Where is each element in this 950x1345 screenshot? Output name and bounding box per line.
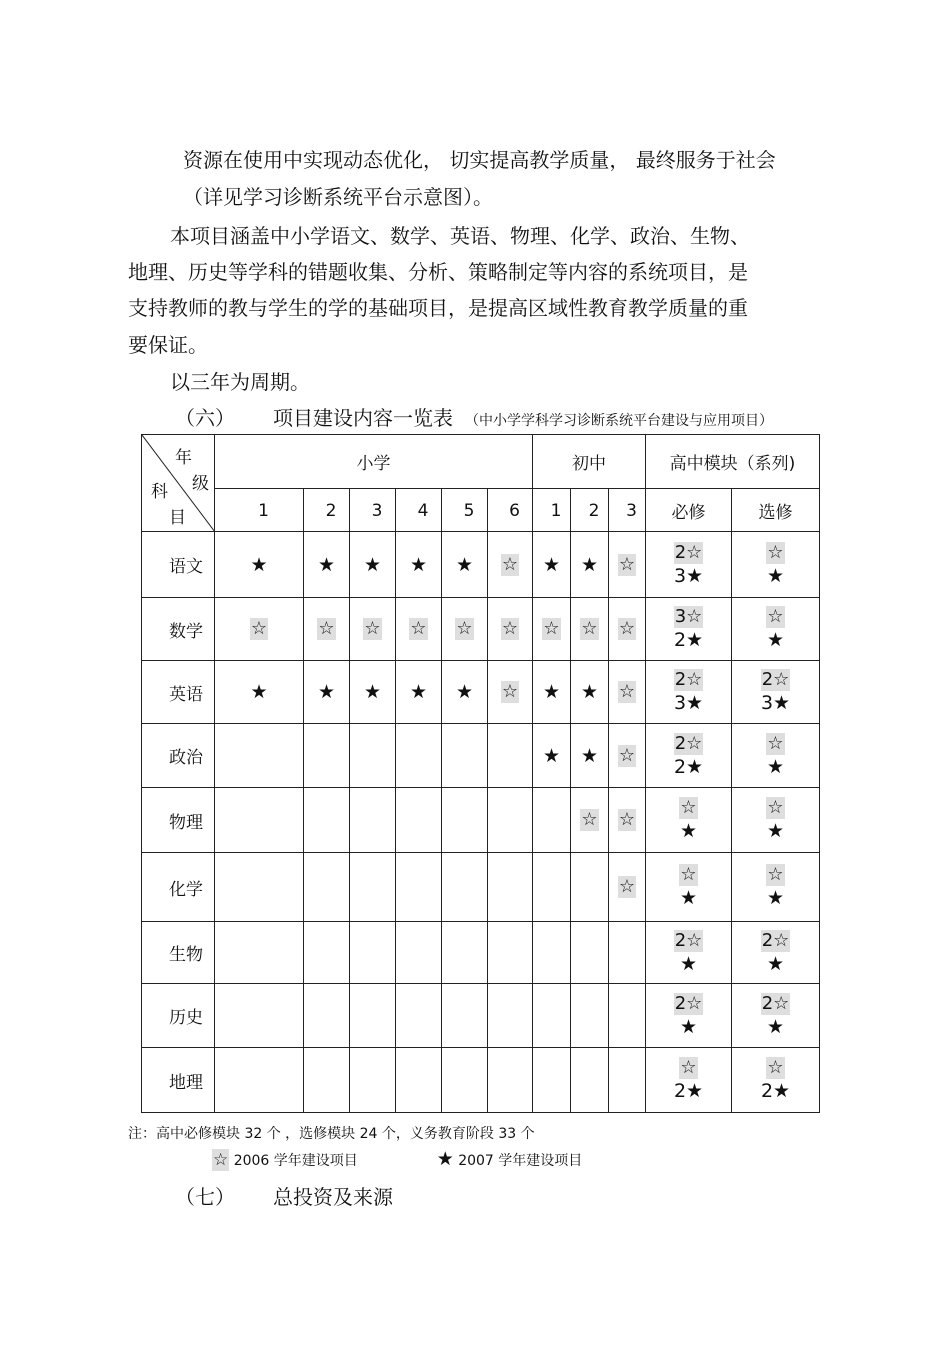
subject-cell: 语文 [142, 532, 215, 598]
corner-year: 年 [175, 448, 192, 468]
module-mark [646, 605, 731, 629]
grade-cell [304, 661, 350, 724]
grade-cell [571, 724, 609, 788]
legend [212, 1148, 582, 1171]
hollow-star-icon: ☆ [618, 744, 636, 766]
solid-star-icon: ★ [679, 887, 698, 909]
module-mark [646, 541, 731, 565]
grade-cell [442, 984, 488, 1048]
module-mark [732, 887, 819, 911]
hollow-star-icon: ☆ [680, 797, 697, 818]
module-mark [732, 756, 819, 780]
solid-star-icon: ★ [766, 629, 785, 651]
solid-star-icon: 2★ [760, 1080, 791, 1102]
grade-cell [488, 661, 533, 724]
hollow-star-icon: ☆ [767, 732, 784, 754]
subject-cell: 生物 [142, 922, 215, 984]
grade-cell [304, 598, 350, 661]
grade-cell [488, 984, 533, 1048]
module-mark [732, 796, 819, 820]
table-row [142, 661, 820, 724]
table-row [142, 1048, 820, 1113]
section-6-number: （六） [175, 406, 235, 430]
grade-cell [215, 661, 304, 724]
hollow-star-icon: 2☆ [674, 992, 703, 1014]
grade-cell [304, 922, 350, 984]
para-line: 本项目涵盖中小学语文、数学、英语、物理、化学、政治、生物、 [170, 224, 750, 248]
module-mark [646, 953, 731, 977]
grade-header: 4 [396, 489, 442, 532]
table-row [142, 598, 820, 661]
solid-star-icon: ★ [679, 820, 698, 842]
hollow-star-icon: 2☆ [761, 992, 790, 1014]
grade-cell [609, 661, 646, 724]
legend-solid-star-icon: ★ [436, 1148, 454, 1170]
solid-star-icon: ★ [409, 553, 428, 576]
table-row [142, 788, 820, 853]
module-mark [646, 887, 731, 911]
grade-cell [488, 922, 533, 984]
solid-star-icon: ★ [542, 681, 561, 703]
grade-cell [304, 724, 350, 788]
module-mark [732, 929, 819, 953]
grade-cell [442, 724, 488, 788]
module-mark [732, 1016, 819, 1040]
elective-cell [732, 984, 820, 1048]
para-line: 资源在使用中实现动态优化， 切实提高教学质量， 最终服务于社会 [183, 148, 776, 172]
solid-star-icon: ★ [455, 553, 474, 576]
module-mark [732, 820, 819, 844]
grade-cell [442, 532, 488, 598]
hollow-star-icon: 2☆ [674, 541, 703, 563]
grade-cell [609, 922, 646, 984]
grade-cell [488, 598, 533, 661]
module-mark [646, 929, 731, 953]
solid-star-icon: ★ [679, 952, 698, 975]
solid-star-icon: ★ [317, 681, 336, 703]
required-cell [646, 984, 732, 1048]
required-header: 必修 [646, 489, 732, 532]
grade-header: 2 [571, 489, 609, 532]
table-row [142, 853, 820, 922]
module-mark [732, 565, 819, 589]
grade-cell [533, 661, 571, 724]
grade-cell [350, 724, 396, 788]
subject-cell: 化学 [142, 853, 215, 922]
subject-cell: 英语 [142, 661, 215, 724]
grade-cell [488, 532, 533, 598]
module-mark [646, 863, 731, 887]
solid-star-icon: 2★ [673, 629, 704, 651]
hollow-star-icon: ☆ [456, 618, 473, 639]
hollow-star-icon: ☆ [618, 681, 636, 702]
hollow-star-icon: ☆ [618, 809, 636, 830]
grade-header: 5 [442, 489, 488, 532]
hollow-star-icon: ☆ [767, 797, 784, 818]
grade-cell [350, 984, 396, 1048]
corner-header [142, 435, 215, 532]
solid-star-icon: ★ [766, 755, 785, 778]
solid-star-icon: ★ [542, 553, 561, 576]
solid-star-icon: 3★ [673, 692, 704, 714]
grade-header: 1 [215, 489, 304, 532]
hollow-star-icon: ☆ [680, 1057, 697, 1078]
grade-cell [533, 724, 571, 788]
section-6-heading [175, 406, 773, 433]
grade-cell [215, 532, 304, 598]
grade-cell [609, 984, 646, 1048]
grade-cell [533, 598, 571, 661]
grade-cell [571, 853, 609, 922]
solid-star-icon: ★ [455, 681, 474, 703]
grade-cell [442, 922, 488, 984]
grade-cell [350, 922, 396, 984]
grade-header: 2 [304, 489, 350, 532]
elective-cell [732, 922, 820, 984]
hollow-star-icon: ☆ [618, 618, 636, 639]
grade-cell [215, 922, 304, 984]
module-mark [646, 629, 731, 653]
elective-cell [732, 724, 820, 788]
grade-cell [396, 984, 442, 1048]
hollow-star-icon: ☆ [543, 618, 560, 639]
grade-cell [215, 853, 304, 922]
grade-cell [609, 788, 646, 853]
section-6-subtitle: （中小学学科学习诊断系统平台建设与应用项目） [465, 413, 773, 429]
grade-cell [533, 853, 571, 922]
corner-subject: 科 [151, 482, 168, 502]
grade-cell [350, 1048, 396, 1113]
grade-cell [215, 724, 304, 788]
grade-cell [215, 984, 304, 1048]
required-cell [646, 724, 732, 788]
grade-cell [442, 853, 488, 922]
module-mark [646, 732, 731, 756]
grade-cell [396, 661, 442, 724]
grade-cell [609, 598, 646, 661]
module-mark [646, 1016, 731, 1040]
grade-cell [350, 788, 396, 853]
required-cell [646, 532, 732, 598]
note-summary: 注：高中必修模块 32 个 ，选修模块 24 个，义务教育阶段 33 个 [128, 1126, 535, 1142]
subject-cell: 数学 [142, 598, 215, 661]
elective-cell [732, 532, 820, 598]
grade-cell [350, 661, 396, 724]
grade-cell [215, 788, 304, 853]
grade-header: 1 [533, 489, 571, 532]
hollow-star-icon: 2☆ [674, 732, 703, 754]
subject-cell: 政治 [142, 724, 215, 788]
grade-cell [533, 532, 571, 598]
grade-cell [304, 984, 350, 1048]
hollow-star-icon: 2☆ [674, 929, 703, 951]
subject-cell: 历史 [142, 984, 215, 1048]
grade-cell [304, 1048, 350, 1113]
elective-header: 选修 [732, 489, 820, 532]
solid-star-icon: ★ [766, 1015, 785, 1038]
elective-cell [732, 788, 820, 853]
grade-cell [533, 922, 571, 984]
hollow-star-icon: ☆ [618, 876, 636, 897]
hollow-star-icon: ☆ [250, 618, 268, 639]
grade-cell [304, 788, 350, 853]
solid-star-icon: 2★ [673, 755, 704, 778]
grade-cell [488, 724, 533, 788]
hollow-star-icon: 3☆ [674, 606, 703, 627]
table-row [142, 922, 820, 984]
legend-hollow-star-icon: ☆ [213, 1150, 229, 1170]
module-mark [732, 992, 819, 1016]
grade-cell [533, 788, 571, 853]
grade-cell [571, 788, 609, 853]
hollow-star-icon: ☆ [767, 606, 784, 627]
solid-star-icon: ★ [580, 744, 599, 767]
solid-star-icon: ★ [317, 553, 336, 576]
section-7-heading [175, 1185, 393, 1209]
module-mark [646, 756, 731, 780]
grade-cell [571, 984, 609, 1048]
para-line: 支持教师的教与学生的学的基础项目，是提高区域性教育教学质量的重 [128, 296, 748, 320]
module-mark [732, 541, 819, 565]
grade-cell [396, 532, 442, 598]
solid-star-icon: ★ [766, 952, 785, 975]
hollow-star-icon: ☆ [767, 541, 784, 563]
module-mark [732, 605, 819, 629]
subject-cell: 物理 [142, 788, 215, 853]
module-mark [732, 732, 819, 756]
solid-star-icon: ★ [363, 681, 382, 703]
hollow-star-icon: 2☆ [761, 929, 790, 951]
legend-hollow-text: 2006 学年建设项目 [233, 1153, 358, 1169]
section-7-title: 总投资及来源 [273, 1185, 393, 1209]
grade-header: 3 [350, 489, 396, 532]
solid-star-icon: ★ [363, 553, 382, 576]
solid-star-icon: ★ [679, 1015, 698, 1038]
grade-cell [533, 984, 571, 1048]
grade-cell [215, 598, 304, 661]
group-senior: 高中模块（系列) [646, 435, 820, 489]
solid-star-icon: ★ [766, 564, 785, 587]
required-cell [646, 598, 732, 661]
grade-cell [396, 724, 442, 788]
grade-cell [396, 853, 442, 922]
table-row [142, 984, 820, 1048]
para-line: 要保证。 [128, 333, 208, 357]
module-mark [732, 629, 819, 653]
module-mark [646, 668, 731, 692]
table-row [142, 532, 820, 598]
required-cell [646, 1048, 732, 1113]
para-line: （详见学习诊断系统平台示意图）。 [183, 185, 493, 209]
module-mark [646, 565, 731, 589]
hollow-star-icon: ☆ [364, 618, 381, 639]
module-mark [646, 820, 731, 844]
hollow-star-icon: ☆ [581, 618, 598, 639]
hollow-star-icon: ☆ [767, 1057, 784, 1078]
hollow-star-icon: ☆ [767, 864, 784, 885]
group-primary: 小学 [215, 435, 533, 489]
elective-cell [732, 598, 820, 661]
solid-star-icon: ★ [542, 744, 561, 767]
solid-star-icon: 2★ [673, 1080, 704, 1102]
elective-cell [732, 853, 820, 922]
grade-cell [609, 853, 646, 922]
grade-cell [442, 788, 488, 853]
grade-cell [609, 532, 646, 598]
grade-cell [609, 724, 646, 788]
grade-cell [609, 1048, 646, 1113]
grade-cell [215, 1048, 304, 1113]
para-line: 地理、历史等学科的错题收集、分析、策略制定等内容的系统项目，是 [128, 260, 748, 284]
grade-cell [350, 532, 396, 598]
required-cell [646, 922, 732, 984]
grade-cell [571, 598, 609, 661]
hollow-star-icon: ☆ [501, 553, 519, 575]
section-7-number: （七） [175, 1185, 235, 1209]
grade-cell [442, 598, 488, 661]
grade-cell [571, 661, 609, 724]
grade-cell [396, 598, 442, 661]
solid-star-icon: ★ [250, 681, 268, 703]
table-row [142, 724, 820, 788]
elective-cell [732, 1048, 820, 1113]
solid-star-icon: ★ [580, 681, 599, 703]
section-6-title: 项目建设内容一览表 [273, 406, 453, 430]
solid-star-icon: ★ [250, 553, 268, 576]
grade-cell [488, 788, 533, 853]
grade-cell [350, 598, 396, 661]
module-mark [732, 668, 819, 692]
hollow-star-icon: ☆ [318, 618, 335, 639]
grade-cell [571, 922, 609, 984]
solid-star-icon: 3★ [760, 692, 791, 714]
solid-star-icon: ★ [409, 681, 428, 703]
grade-header: 6 [488, 489, 533, 532]
grade-cell [304, 853, 350, 922]
module-mark [732, 953, 819, 977]
grade-cell [350, 853, 396, 922]
grade-cell [488, 1048, 533, 1113]
module-mark [646, 992, 731, 1016]
hollow-star-icon: ☆ [581, 809, 598, 830]
grade-cell [571, 1048, 609, 1113]
hollow-star-icon: 2☆ [674, 669, 703, 690]
module-mark [646, 692, 731, 716]
module-mark [732, 1056, 819, 1080]
module-mark [732, 692, 819, 716]
group-junior: 初中 [533, 435, 646, 489]
grade-cell [396, 1048, 442, 1113]
module-mark [732, 863, 819, 887]
module-mark [646, 1080, 731, 1104]
required-cell [646, 853, 732, 922]
module-mark [646, 796, 731, 820]
legend-solid-text: 2007 学年建设项目 [458, 1153, 583, 1169]
hollow-star-icon: ☆ [618, 553, 636, 575]
grade-cell [396, 922, 442, 984]
hollow-star-icon: ☆ [501, 618, 519, 639]
content-table [141, 434, 820, 1113]
hollow-star-icon: ☆ [410, 618, 427, 639]
hollow-star-icon: ☆ [680, 864, 697, 885]
grade-cell [304, 532, 350, 598]
corner-item: 目 [169, 508, 186, 528]
hollow-star-icon: ☆ [501, 681, 519, 702]
elective-cell [732, 661, 820, 724]
grade-cell [442, 1048, 488, 1113]
required-cell [646, 788, 732, 853]
grade-cell [396, 788, 442, 853]
module-mark [646, 1056, 731, 1080]
hollow-star-icon: 2☆ [761, 669, 790, 690]
solid-star-icon: 3★ [673, 564, 704, 587]
grade-cell [488, 853, 533, 922]
grade-cell [533, 1048, 571, 1113]
solid-star-icon: ★ [580, 553, 599, 576]
grade-cell [571, 532, 609, 598]
table-body [142, 532, 820, 1113]
para-line: 以三年为周期。 [170, 370, 310, 394]
subject-cell: 地理 [142, 1048, 215, 1113]
grade-header: 3 [609, 489, 646, 532]
solid-star-icon: ★ [766, 820, 785, 842]
grade-cell [442, 661, 488, 724]
module-mark [732, 1080, 819, 1104]
required-cell [646, 661, 732, 724]
solid-star-icon: ★ [766, 887, 785, 909]
corner-grade: 级 [192, 474, 209, 494]
